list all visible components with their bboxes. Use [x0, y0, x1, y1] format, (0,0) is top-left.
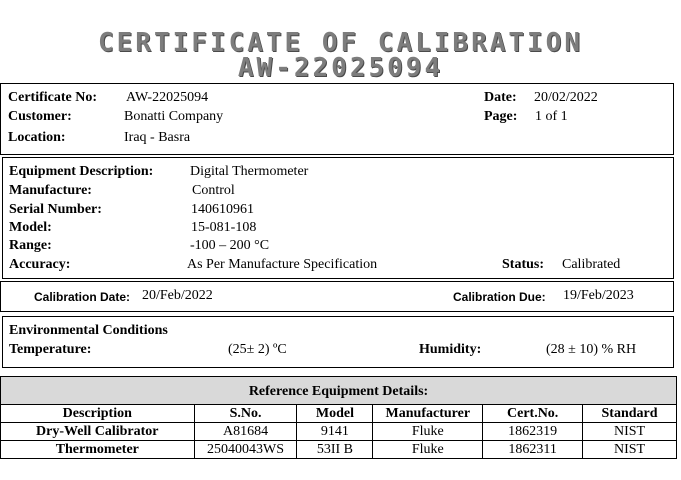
calibration-due-label: Calibration Due: [453, 290, 546, 304]
column-header-description: Description [1, 405, 195, 423]
cell-cert-no: 1862319 [483, 423, 583, 441]
customer-label: Customer: [8, 109, 72, 124]
cell-model: 9141 [297, 423, 373, 441]
serial-number-value: 140610961 [191, 202, 254, 217]
certificate-number-title: AW-22025094 [237, 53, 444, 83]
column-header-model: Model [297, 405, 373, 423]
manufacture-label: Manufacture: [9, 183, 92, 198]
cert-no-value: AW-22025094 [126, 90, 209, 105]
range-value: -100 – 200 °C [190, 238, 270, 253]
equipment-description-label: Equipment Description: [9, 164, 154, 179]
temperature-value: (25± 2) ºC [228, 342, 287, 357]
serial-number-label: Serial Number: [9, 202, 102, 217]
table-row [1, 441, 677, 459]
cert-no-label: Certificate No: [8, 90, 98, 105]
environment-heading: Environmental Conditions [9, 323, 168, 338]
calibration-due-value: 19/Feb/2023 [563, 288, 634, 303]
cell-model: 53II B [297, 441, 373, 459]
equipment-box [2, 157, 674, 279]
accuracy-label: Accuracy: [9, 257, 71, 272]
calibration-date-value: 20/Feb/2022 [142, 288, 213, 303]
location-value: Iraq - Basra [124, 130, 191, 145]
table-row [1, 423, 677, 441]
humidity-value: (28 ± 10) % RH [546, 342, 637, 357]
equipment-description-value: Digital Thermometer [190, 164, 309, 179]
location-label: Location: [8, 130, 66, 145]
humidity-label: Humidity: [419, 342, 482, 357]
calibration-box [0, 281, 674, 312]
status-value: Calibrated [562, 257, 621, 272]
cell-description: Dry-Well Calibrator [1, 423, 195, 441]
customer-value: Bonatti Company [124, 109, 224, 124]
cell-cert-no: 1862311 [483, 441, 583, 459]
status-label: Status: [502, 257, 545, 272]
temperature-label: Temperature: [9, 342, 92, 357]
calibration-date-label: Calibration Date: [34, 290, 131, 304]
model-value: 15-081-108 [191, 220, 257, 235]
page-value: 1 of 1 [535, 109, 568, 124]
cell-standard: NIST [583, 423, 677, 441]
cell-description: Thermometer [1, 441, 195, 459]
column-header-serial: S.No. [194, 405, 297, 423]
certificate-title: CERTIFICATE OF CALIBRATION [98, 28, 583, 58]
environment-box [2, 316, 674, 368]
reference-heading: Reference Equipment Details: [0, 376, 677, 404]
cell-serial: 25040043WS [194, 441, 297, 459]
column-header-standard: Standard [583, 405, 677, 423]
date-value: 20/02/2022 [534, 90, 598, 105]
date-label: Date: [484, 90, 517, 105]
accuracy-value: As Per Manufacture Specification [187, 257, 378, 272]
header-box [0, 83, 674, 155]
model-label: Model: [9, 220, 52, 235]
cell-serial: A81684 [194, 423, 297, 441]
page-label: Page: [484, 109, 518, 124]
cell-manufacturer: Fluke [373, 441, 483, 459]
manufacture-value: Control [192, 183, 235, 198]
cell-standard: NIST [583, 441, 677, 459]
range-label: Range: [9, 238, 52, 253]
column-header-cert-no: Cert.No. [483, 405, 583, 423]
reference-table [0, 404, 677, 459]
reference-header-row [1, 405, 677, 423]
cell-manufacturer: Fluke [373, 423, 483, 441]
column-header-manufacturer: Manufacturer [373, 405, 483, 423]
